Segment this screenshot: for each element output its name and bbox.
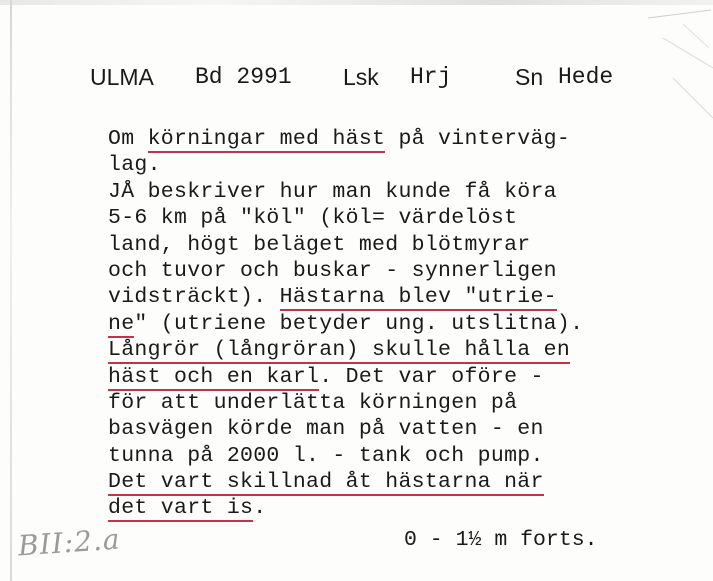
underlined-phrase: ne [108, 311, 135, 336]
underlined-phrase: häst och en karl [108, 364, 320, 389]
county-label: Lsk [343, 64, 379, 90]
underlined-phrase: det vart is [108, 496, 254, 521]
text-line: och tuvor och buskar - synnerligen [108, 258, 557, 283]
underlined-phrase: Det vart skillnad åt hästarna när [108, 470, 544, 495]
underlined-phrase: Hästarna blev "utrie- [279, 285, 557, 310]
text-line: ne" (utriene betyder ung. utslitna). [108, 311, 584, 336]
footer-depth-note: 0 - 1½ m forts. [404, 528, 598, 552]
text-line: JÅ beskriver hur man kunde få köra [108, 179, 557, 204]
text-line: häst och en karl. Det var oföre - [108, 364, 544, 389]
text-line: land, högt beläget med blötmyrar [108, 232, 531, 257]
parish-value: Hede [558, 64, 614, 90]
text-line: lag. [108, 153, 161, 178]
scan-edge-left [10, 0, 12, 581]
card-header [90, 64, 690, 104]
text-line: Om körningar med häst på vinterväg- [108, 127, 571, 151]
volume-number: Bd 2991 [195, 64, 292, 90]
archive-code: ULMA [90, 64, 154, 90]
text-line: det vart is. [108, 496, 267, 521]
text-line: vidsträckt). Hästarna blev "utrie- [108, 285, 557, 310]
text-line: 5-6 km på "köl" (köl= värdelöst [108, 206, 518, 231]
county-value: Hrj [410, 64, 452, 90]
text-line: tunna på 2000 l. - tank och pump. [108, 443, 544, 468]
underlined-phrase: Långrör (långröran) skulle hålla en [108, 338, 571, 363]
parish-label: Sn [515, 64, 544, 90]
underlined-phrase: körningar med häst [147, 127, 386, 151]
text-line: basvägen körde man på vatten - en [108, 417, 544, 442]
record-text [108, 126, 708, 522]
scan-edge-top [0, 0, 713, 5]
text-line [108, 337, 708, 363]
text-line: för att underlätta körningen på [108, 390, 518, 415]
pencil-margin-note: BII:2.a [16, 522, 122, 563]
text-line [108, 469, 708, 495]
